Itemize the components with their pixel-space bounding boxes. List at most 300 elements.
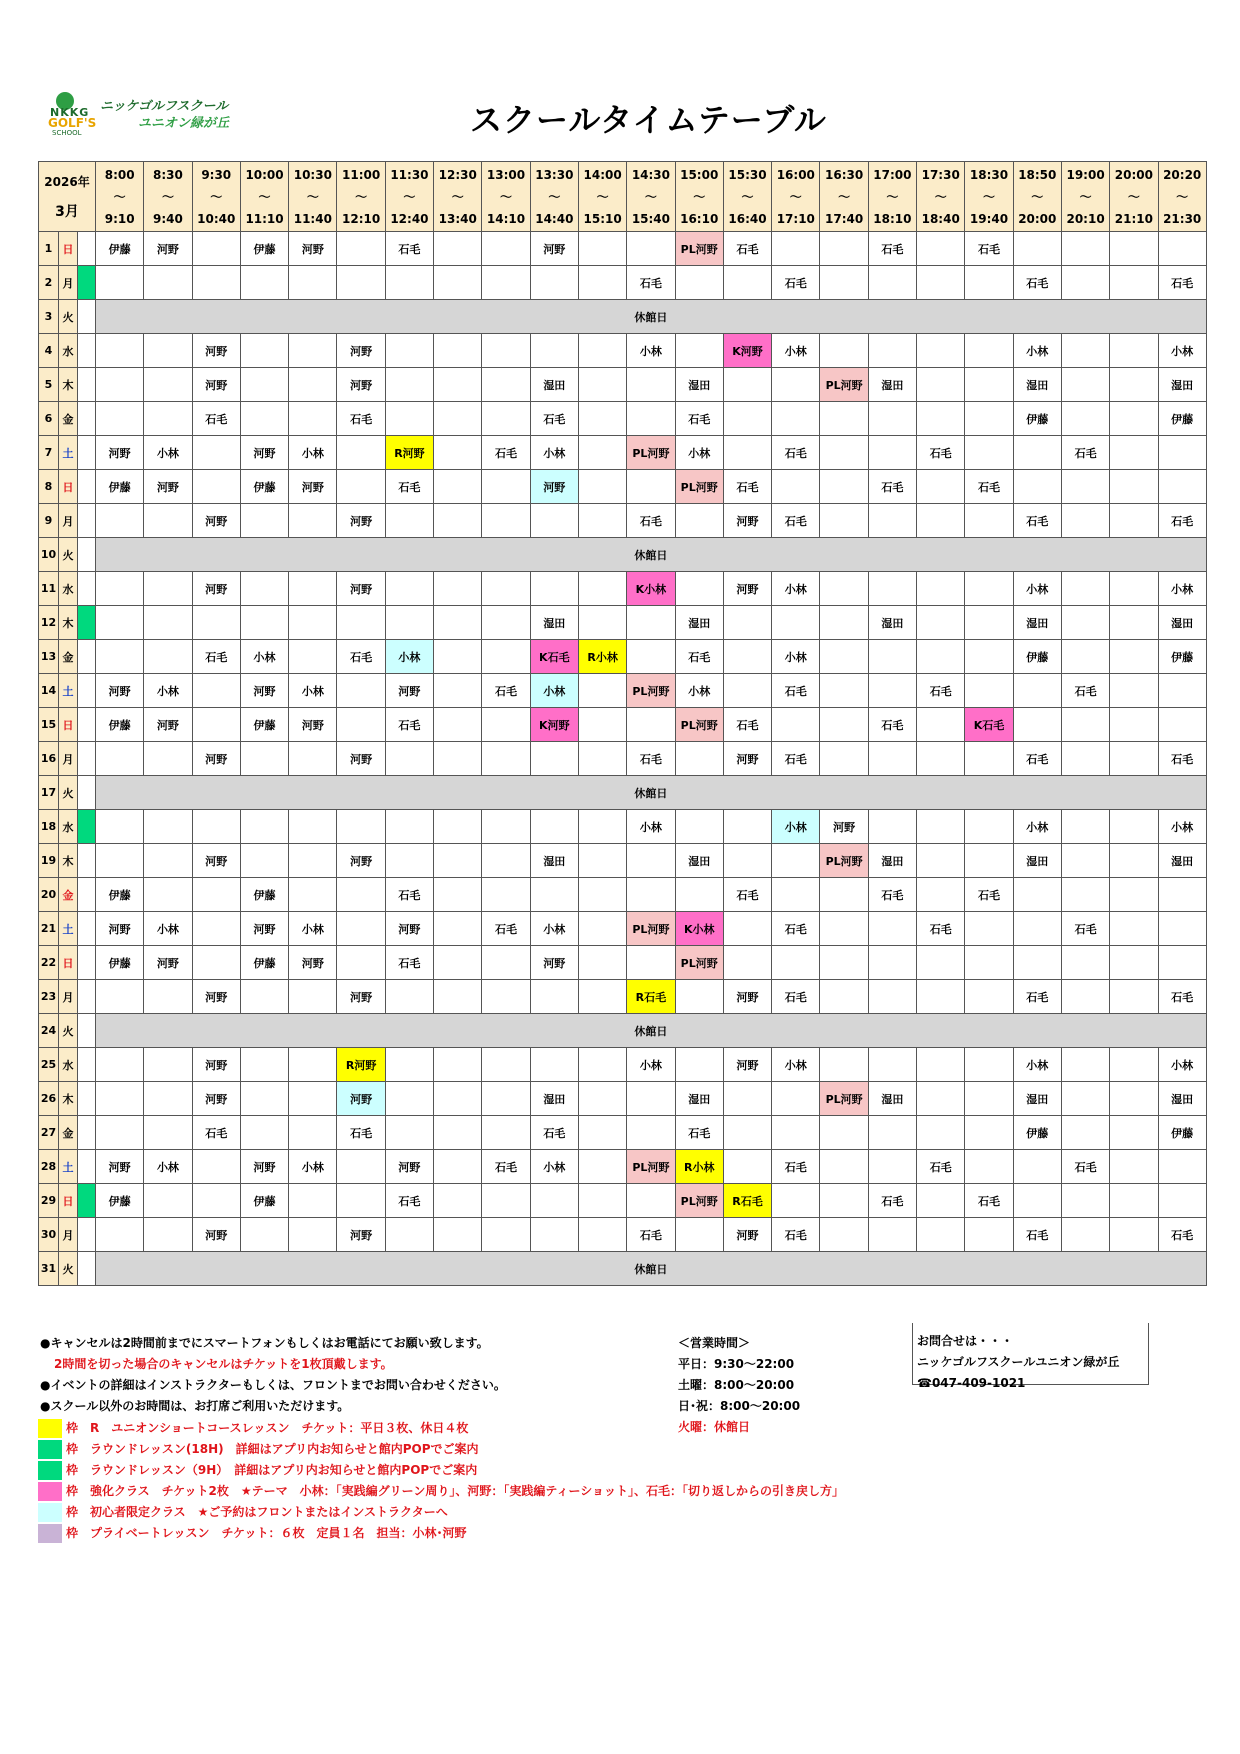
lesson-cell[interactable]: R河野 [385, 436, 433, 470]
lesson-cell[interactable]: 石毛 [192, 402, 240, 436]
lesson-cell[interactable]: 小林 [530, 1150, 578, 1184]
lesson-cell[interactable]: 湿田 [530, 1082, 578, 1116]
lesson-cell[interactable]: 河野 [144, 708, 192, 742]
weekday-label: 木 [59, 368, 78, 402]
lesson-cell[interactable]: 小林 [530, 674, 578, 708]
lesson-cell[interactable]: 河野 [337, 368, 385, 402]
day-number: 12 [39, 606, 59, 640]
empty-slot [144, 504, 192, 538]
empty-slot [868, 266, 916, 300]
lesson-cell[interactable]: 石毛 [482, 674, 530, 708]
lesson-cell[interactable]: 石毛 [1061, 912, 1109, 946]
lesson-cell[interactable]: R小林 [675, 1150, 723, 1184]
lesson-cell[interactable]: 河野 [192, 504, 240, 538]
lesson-cell[interactable]: 伊藤 [1013, 402, 1061, 436]
lesson-cell[interactable]: 伊藤 [240, 470, 288, 504]
lesson-cell[interactable]: 河野 [192, 1218, 240, 1252]
slot-start-time: 20:00 [1114, 167, 1153, 182]
lesson-cell[interactable]: 伊藤 [96, 708, 144, 742]
empty-slot [917, 470, 965, 504]
empty-slot [434, 742, 482, 776]
lesson-cell[interactable]: 河野 [289, 470, 337, 504]
time-slot-header [289, 162, 337, 232]
lesson-cell[interactable]: 石毛 [772, 674, 820, 708]
lesson-cell[interactable]: 石毛 [868, 1184, 916, 1218]
lesson-cell[interactable]: 河野 [96, 436, 144, 470]
empty-slot [917, 810, 965, 844]
lesson-cell[interactable]: 石毛 [965, 878, 1013, 912]
lesson-cell[interactable]: 石毛 [675, 1116, 723, 1150]
lesson-cell[interactable]: 小林 [530, 912, 578, 946]
empty-slot [1110, 402, 1158, 436]
empty-slot [868, 640, 916, 674]
lesson-cell[interactable]: 石毛 [385, 470, 433, 504]
empty-slot [1013, 674, 1061, 708]
lesson-cell[interactable]: 河野 [337, 844, 385, 878]
empty-slot [578, 572, 626, 606]
lesson-cell[interactable]: 河野 [337, 1218, 385, 1252]
lesson-cell[interactable]: 湿田 [530, 606, 578, 640]
lesson-cell[interactable]: 河野 [96, 912, 144, 946]
time-separator: ～ [451, 189, 464, 204]
lesson-cell[interactable]: 石毛 [482, 436, 530, 470]
lesson-cell[interactable]: 小林 [772, 1048, 820, 1082]
day-number: 11 [39, 572, 59, 606]
lesson-cell[interactable]: 河野 [723, 572, 771, 606]
empty-slot [96, 1082, 144, 1116]
lesson-cell[interactable]: 小林 [772, 810, 820, 844]
empty-slot [965, 368, 1013, 402]
lesson-cell[interactable]: 石毛 [772, 912, 820, 946]
lesson-cell[interactable]: 伊藤 [96, 946, 144, 980]
lesson-cell[interactable]: 石毛 [1158, 504, 1206, 538]
lesson-cell[interactable]: 石毛 [482, 912, 530, 946]
lesson-cell[interactable]: 石毛 [1061, 1150, 1109, 1184]
empty-slot [578, 1218, 626, 1252]
lesson-cell[interactable]: 河野 [337, 572, 385, 606]
day-number: 4 [39, 334, 59, 368]
empty-slot [192, 232, 240, 266]
time-slot-header [917, 162, 965, 232]
empty-slot [289, 572, 337, 606]
lesson-cell[interactable]: 石毛 [385, 1184, 433, 1218]
lesson-cell[interactable]: K石毛 [965, 708, 1013, 742]
lesson-cell[interactable]: 小林 [1013, 1048, 1061, 1082]
empty-slot [1013, 470, 1061, 504]
lesson-cell[interactable]: 石毛 [675, 402, 723, 436]
lesson-cell[interactable]: 河野 [820, 810, 868, 844]
marker-cell [78, 844, 96, 878]
lesson-cell[interactable]: 伊藤 [96, 232, 144, 266]
closed-day: 休館日 [96, 538, 1207, 572]
lesson-cell[interactable]: 石毛 [385, 946, 433, 980]
lesson-cell[interactable]: 河野 [144, 232, 192, 266]
empty-slot [337, 606, 385, 640]
lesson-cell[interactable]: 湿田 [1013, 368, 1061, 402]
lesson-cell[interactable]: 石毛 [917, 1150, 965, 1184]
lesson-cell[interactable]: 河野 [337, 1082, 385, 1116]
lesson-cell[interactable]: 石毛 [965, 232, 1013, 266]
lesson-cell[interactable]: PL河野 [627, 1150, 675, 1184]
empty-slot [289, 266, 337, 300]
lesson-cell[interactable]: 河野 [192, 980, 240, 1014]
lesson-cell[interactable]: 小林 [1158, 572, 1206, 606]
empty-slot [482, 334, 530, 368]
lesson-cell[interactable]: 河野 [337, 334, 385, 368]
lesson-cell[interactable]: 伊藤 [240, 946, 288, 980]
slot-start-time: 9:30 [201, 167, 232, 182]
empty-slot [1158, 1150, 1206, 1184]
lesson-cell[interactable]: 石毛 [337, 402, 385, 436]
empty-slot [917, 742, 965, 776]
empty-slot [96, 504, 144, 538]
lesson-cell[interactable]: 石毛 [917, 674, 965, 708]
empty-slot [820, 1150, 868, 1184]
lesson-cell[interactable]: 石毛 [627, 266, 675, 300]
empty-slot [530, 1048, 578, 1082]
empty-slot [144, 878, 192, 912]
time-separator: ～ [161, 189, 174, 204]
lesson-cell[interactable]: 石毛 [1061, 436, 1109, 470]
lesson-cell[interactable]: 伊藤 [96, 470, 144, 504]
lesson-cell[interactable]: 河野 [723, 980, 771, 1014]
lesson-cell[interactable]: 河野 [192, 844, 240, 878]
lesson-cell[interactable]: PL河野 [675, 1184, 723, 1218]
lesson-cell[interactable]: 河野 [192, 1082, 240, 1116]
lesson-cell[interactable]: 小林 [289, 674, 337, 708]
lesson-cell[interactable]: 河野 [240, 912, 288, 946]
lesson-cell[interactable]: K石毛 [530, 640, 578, 674]
lesson-cell[interactable]: PL河野 [675, 946, 723, 980]
day-number: 22 [39, 946, 59, 980]
lesson-cell[interactable]: 石毛 [385, 878, 433, 912]
lesson-cell[interactable]: PL河野 [627, 674, 675, 708]
lesson-cell[interactable]: 河野 [192, 368, 240, 402]
lesson-cell[interactable]: 石毛 [530, 402, 578, 436]
lesson-cell[interactable]: 石毛 [385, 708, 433, 742]
lesson-cell[interactable]: 湿田 [868, 844, 916, 878]
empty-slot [192, 674, 240, 708]
empty-slot [578, 470, 626, 504]
lesson-cell[interactable]: 河野 [96, 1150, 144, 1184]
empty-slot [868, 334, 916, 368]
lesson-cell[interactable]: 小林 [144, 912, 192, 946]
lesson-cell[interactable]: R石毛 [723, 1184, 771, 1218]
lesson-cell[interactable]: 小林 [530, 436, 578, 470]
empty-slot [1061, 640, 1109, 674]
lesson-cell[interactable]: K河野 [530, 708, 578, 742]
lesson-cell[interactable]: 湿田 [1013, 1082, 1061, 1116]
lesson-cell[interactable]: 河野 [192, 334, 240, 368]
lesson-cell[interactable]: 石毛 [1013, 980, 1061, 1014]
lesson-cell[interactable]: 小林 [772, 334, 820, 368]
empty-slot [965, 436, 1013, 470]
lesson-cell[interactable]: 石毛 [1158, 980, 1206, 1014]
lesson-cell[interactable]: 石毛 [917, 436, 965, 470]
lesson-cell[interactable]: 石毛 [868, 470, 916, 504]
slot-end-time: 18:10 [873, 211, 912, 226]
lesson-cell[interactable]: 河野 [96, 674, 144, 708]
time-separator: ～ [693, 189, 706, 204]
lesson-cell[interactable]: 湿田 [1158, 1082, 1206, 1116]
lesson-cell[interactable]: 河野 [289, 232, 337, 266]
lesson-cell[interactable]: 小林 [627, 1048, 675, 1082]
lesson-cell[interactable]: PL河野 [820, 1082, 868, 1116]
lesson-cell[interactable]: 石毛 [482, 1150, 530, 1184]
lesson-cell[interactable]: R小林 [578, 640, 626, 674]
lesson-cell[interactable]: 石毛 [1013, 266, 1061, 300]
lesson-cell[interactable]: 石毛 [192, 640, 240, 674]
lesson-cell[interactable]: 伊藤 [1013, 640, 1061, 674]
lesson-cell[interactable]: 石毛 [917, 912, 965, 946]
lesson-cell[interactable]: 湿田 [530, 844, 578, 878]
lesson-cell[interactable]: 河野 [723, 504, 771, 538]
lesson-cell[interactable]: 石毛 [627, 1218, 675, 1252]
empty-slot [240, 844, 288, 878]
lesson-cell[interactable]: K小林 [675, 912, 723, 946]
lesson-cell[interactable]: 湿田 [675, 606, 723, 640]
day-row [39, 878, 1207, 912]
lesson-cell[interactable]: PL河野 [675, 708, 723, 742]
lesson-cell[interactable]: PL河野 [675, 470, 723, 504]
lesson-cell[interactable]: 伊藤 [96, 1184, 144, 1218]
empty-slot [240, 368, 288, 402]
lesson-cell[interactable]: PL河野 [675, 232, 723, 266]
empty-slot [1061, 844, 1109, 878]
empty-slot [578, 368, 626, 402]
lesson-cell[interactable]: 小林 [627, 810, 675, 844]
lesson-cell[interactable]: 石毛 [627, 504, 675, 538]
lesson-cell[interactable]: K小林 [627, 572, 675, 606]
lesson-cell[interactable]: 石毛 [1061, 674, 1109, 708]
empty-slot [240, 606, 288, 640]
lesson-cell[interactable]: 石毛 [723, 708, 771, 742]
lesson-cell[interactable]: 伊藤 [96, 878, 144, 912]
lesson-cell[interactable]: 伊藤 [1158, 640, 1206, 674]
lesson-cell[interactable]: R石毛 [627, 980, 675, 1014]
lesson-cell[interactable]: 小林 [240, 640, 288, 674]
empty-slot [1061, 946, 1109, 980]
marker-cell [78, 1014, 96, 1048]
lesson-cell[interactable]: 石毛 [1158, 266, 1206, 300]
lesson-cell[interactable]: 小林 [675, 436, 723, 470]
lesson-cell[interactable]: 伊藤 [240, 1184, 288, 1218]
day-row [39, 810, 1207, 844]
lesson-cell[interactable]: 伊藤 [240, 708, 288, 742]
empty-slot [578, 1116, 626, 1150]
lesson-cell[interactable]: 小林 [385, 640, 433, 674]
lesson-cell[interactable]: 伊藤 [1158, 402, 1206, 436]
lesson-cell[interactable]: 石毛 [772, 436, 820, 470]
lesson-cell[interactable]: 小林 [675, 674, 723, 708]
lesson-cell[interactable]: 石毛 [772, 266, 820, 300]
lesson-cell[interactable]: 石毛 [965, 470, 1013, 504]
lesson-cell[interactable]: 河野 [385, 1150, 433, 1184]
empty-slot [675, 980, 723, 1014]
lesson-cell[interactable]: 石毛 [868, 232, 916, 266]
lesson-cell[interactable]: 伊藤 [1013, 1116, 1061, 1150]
lesson-cell[interactable]: 石毛 [530, 1116, 578, 1150]
lesson-cell[interactable]: 小林 [289, 436, 337, 470]
lesson-cell[interactable]: 石毛 [1013, 504, 1061, 538]
lesson-cell[interactable]: 河野 [385, 674, 433, 708]
lesson-cell[interactable]: 石毛 [723, 470, 771, 504]
lesson-cell[interactable]: 小林 [772, 640, 820, 674]
lesson-cell[interactable]: 湿田 [530, 368, 578, 402]
lesson-cell[interactable]: 石毛 [337, 640, 385, 674]
lesson-cell[interactable]: 石毛 [1158, 1218, 1206, 1252]
lesson-cell[interactable]: 河野 [144, 946, 192, 980]
lesson-cell[interactable]: 湿田 [868, 606, 916, 640]
lesson-cell[interactable]: 伊藤 [240, 232, 288, 266]
empty-slot [385, 402, 433, 436]
empty-slot [1061, 878, 1109, 912]
empty-slot [434, 1184, 482, 1218]
lesson-cell[interactable]: 河野 [289, 946, 337, 980]
lesson-cell[interactable]: 河野 [337, 504, 385, 538]
empty-slot [434, 572, 482, 606]
empty-slot [434, 1048, 482, 1082]
lesson-cell[interactable]: 河野 [240, 1150, 288, 1184]
weekday-label: 月 [59, 980, 78, 1014]
lesson-cell[interactable]: 河野 [337, 742, 385, 776]
empty-slot [965, 742, 1013, 776]
lesson-cell[interactable]: 河野 [144, 470, 192, 504]
lesson-cell[interactable]: 石毛 [868, 708, 916, 742]
time-separator: ～ [500, 189, 513, 204]
lesson-cell[interactable]: 伊藤 [1158, 1116, 1206, 1150]
lesson-cell[interactable]: 石毛 [1158, 742, 1206, 776]
marker-cell [78, 436, 96, 470]
lesson-cell[interactable]: 湿田 [868, 1082, 916, 1116]
slot-start-time: 16:00 [776, 167, 815, 182]
lesson-cell[interactable]: 伊藤 [240, 878, 288, 912]
empty-slot [482, 640, 530, 674]
lesson-cell[interactable]: 石毛 [868, 878, 916, 912]
day-row [39, 1048, 1207, 1082]
lesson-cell[interactable]: 小林 [1013, 334, 1061, 368]
hours-tuesday: 火曜：休館日 [678, 1420, 751, 1434]
time-separator: ～ [644, 189, 657, 204]
lesson-cell[interactable]: K河野 [723, 334, 771, 368]
lesson-cell[interactable]: 石毛 [192, 1116, 240, 1150]
marker-cell [78, 232, 96, 266]
lesson-cell[interactable]: 河野 [289, 708, 337, 742]
lesson-cell[interactable]: 小林 [772, 572, 820, 606]
weekday-label: 水 [59, 334, 78, 368]
lesson-cell[interactable]: 河野 [192, 742, 240, 776]
lesson-cell[interactable]: PL河野 [627, 436, 675, 470]
empty-slot [96, 1218, 144, 1252]
lesson-cell[interactable]: 小林 [289, 912, 337, 946]
lesson-cell[interactable]: 石毛 [675, 640, 723, 674]
lesson-cell[interactable]: 小林 [1013, 810, 1061, 844]
lesson-cell[interactable]: 小林 [144, 436, 192, 470]
lesson-cell[interactable]: 河野 [530, 232, 578, 266]
lesson-cell[interactable]: 石毛 [965, 1184, 1013, 1218]
empty-slot [868, 572, 916, 606]
empty-slot [578, 232, 626, 266]
lesson-cell[interactable]: 湿田 [675, 1082, 723, 1116]
lesson-cell[interactable]: 小林 [1158, 810, 1206, 844]
lesson-cell[interactable]: 河野 [385, 912, 433, 946]
lesson-cell[interactable]: 湿田 [1158, 368, 1206, 402]
lesson-cell[interactable]: 河野 [723, 1048, 771, 1082]
lesson-cell[interactable]: 湿田 [868, 368, 916, 402]
lesson-cell[interactable]: 湿田 [675, 368, 723, 402]
lesson-cell[interactable]: PL河野 [820, 844, 868, 878]
lesson-cell[interactable]: 河野 [192, 1048, 240, 1082]
empty-slot [1110, 1082, 1158, 1116]
time-slot-header [240, 162, 288, 232]
lesson-cell[interactable]: 湿田 [1013, 606, 1061, 640]
empty-slot [1110, 470, 1158, 504]
contact-phone[interactable]: ☎047-409-1021 [917, 1376, 1026, 1390]
lesson-cell[interactable]: 石毛 [723, 878, 771, 912]
lesson-cell[interactable]: 石毛 [723, 232, 771, 266]
lesson-cell[interactable]: 湿田 [1013, 844, 1061, 878]
marker-cell [78, 742, 96, 776]
lesson-cell[interactable]: 石毛 [772, 1150, 820, 1184]
lesson-cell[interactable]: 石毛 [1013, 1218, 1061, 1252]
lesson-cell[interactable]: 湿田 [675, 844, 723, 878]
timetable-header [39, 162, 1207, 232]
logo-mark [48, 92, 100, 138]
lesson-cell[interactable]: 小林 [144, 1150, 192, 1184]
lesson-cell[interactable]: 小林 [144, 674, 192, 708]
lesson-cell[interactable]: 石毛 [1013, 742, 1061, 776]
weekday-label: 水 [59, 810, 78, 844]
lesson-cell[interactable]: 石毛 [385, 232, 433, 266]
lesson-cell[interactable]: 石毛 [772, 980, 820, 1014]
lesson-cell[interactable]: 河野 [530, 946, 578, 980]
lesson-cell[interactable]: 河野 [192, 572, 240, 606]
empty-slot [965, 572, 1013, 606]
legend-item [38, 1460, 844, 1481]
empty-slot [192, 266, 240, 300]
lesson-cell[interactable]: 小林 [1158, 334, 1206, 368]
lesson-cell[interactable]: 小林 [627, 334, 675, 368]
lesson-cell[interactable]: R河野 [337, 1048, 385, 1082]
lesson-cell[interactable]: 河野 [240, 674, 288, 708]
lesson-cell[interactable]: 小林 [1013, 572, 1061, 606]
lesson-cell[interactable]: 河野 [337, 980, 385, 1014]
lesson-cell[interactable]: 小林 [289, 1150, 337, 1184]
empty-slot [868, 402, 916, 436]
empty-slot [96, 402, 144, 436]
lesson-cell[interactable]: PL河野 [820, 368, 868, 402]
lesson-cell[interactable]: 湿田 [1158, 844, 1206, 878]
slot-end-time: 11:40 [293, 211, 332, 226]
empty-slot [578, 1184, 626, 1218]
lesson-cell[interactable]: 石毛 [772, 742, 820, 776]
logo [48, 92, 238, 138]
empty-slot [385, 1082, 433, 1116]
time-slot-header [723, 162, 771, 232]
lesson-cell[interactable]: PL河野 [627, 912, 675, 946]
lesson-cell[interactable]: 石毛 [772, 504, 820, 538]
lesson-cell[interactable]: 小林 [1158, 1048, 1206, 1082]
lesson-cell[interactable]: 河野 [723, 1218, 771, 1252]
lesson-cell[interactable]: 石毛 [627, 742, 675, 776]
lesson-cell[interactable]: 石毛 [772, 1218, 820, 1252]
lesson-cell[interactable]: 河野 [530, 470, 578, 504]
lesson-cell[interactable]: 河野 [723, 742, 771, 776]
lesson-cell[interactable]: 石毛 [337, 1116, 385, 1150]
lesson-cell[interactable]: 湿田 [1158, 606, 1206, 640]
lesson-cell[interactable]: 河野 [240, 436, 288, 470]
empty-slot [96, 640, 144, 674]
